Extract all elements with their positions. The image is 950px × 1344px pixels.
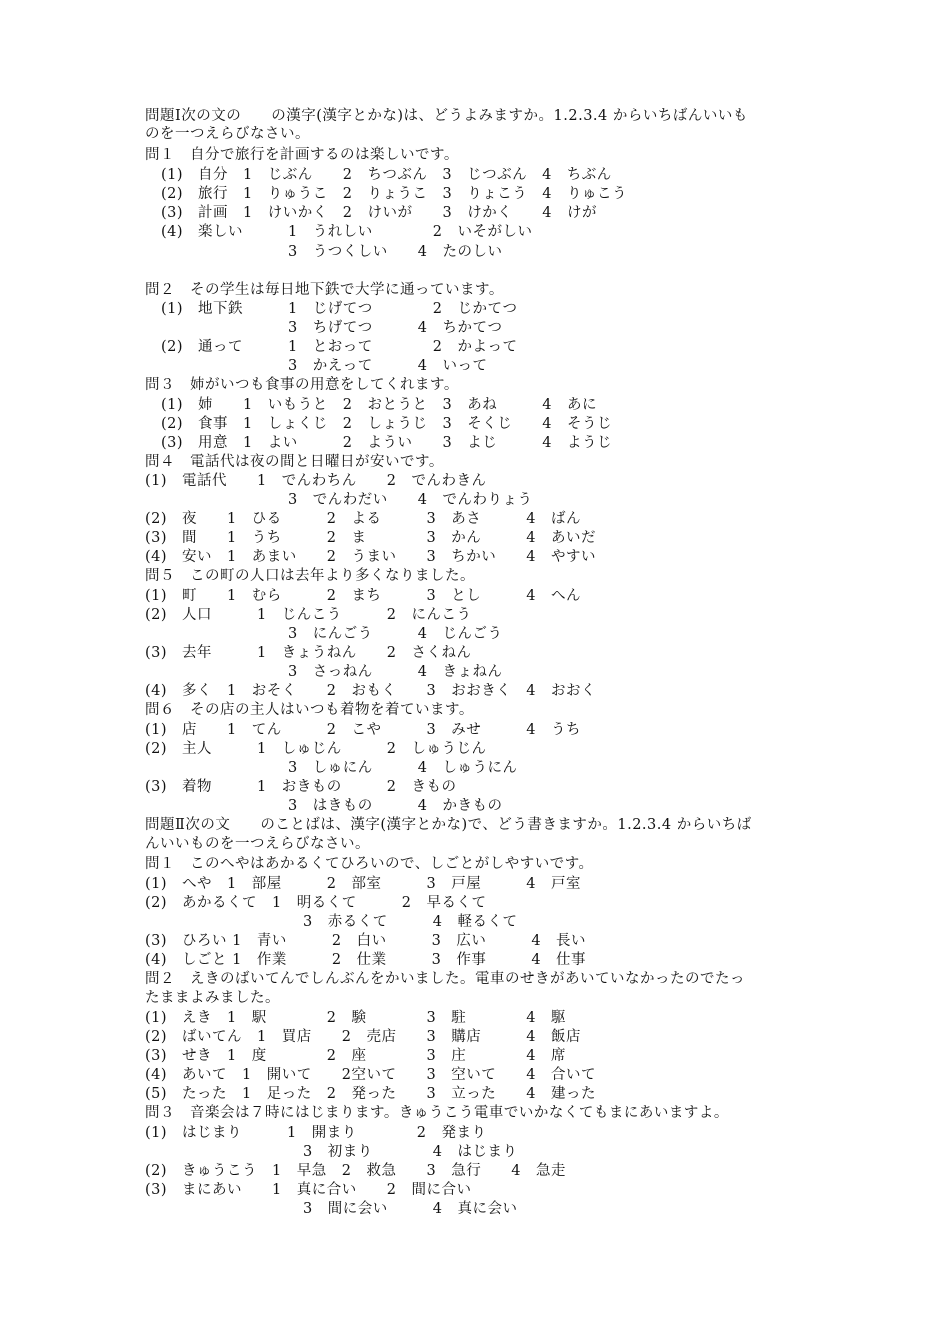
answer-options: (3) 間 1 うち 2 ま 3 かん 4 あいだ (145, 530, 596, 546)
section-instruction: 問題Ⅱ次の文 のことばは、漢字(漢字とかな)で、どう書きますか。1.2.3.4 からいちば (145, 817, 752, 833)
question-sentence: 問５ この町の人口は去年より多くなりました。 (145, 568, 475, 584)
answer-options: 3 はきもの 4 かきもの (288, 798, 503, 814)
answer-options: (4) 安い 1 あまい 2 うまい 3 ちかい 4 やすい (145, 549, 596, 565)
answer-options: (1) 店 1 てん 2 こや 3 みせ 4 うち (145, 722, 581, 738)
answer-options: (3) まにあい 1 真に合い 2 間に合い (145, 1182, 472, 1198)
section-instruction: 問題Ⅰ次の文の の漢字(漢字とかな)は、どうよみますか。1.2.3.4 からいちばんいいも (145, 108, 748, 124)
answer-options: 3 しゅにん 4 しゅうにん (288, 760, 518, 776)
question-sentence: 問１ 自分で旅行を計画するのは楽しいです。 (145, 147, 459, 163)
answer-options: 3 赤るくて 4 軽るくて (303, 914, 518, 930)
answer-options: 3 でんわだい 4 でんわりょう (288, 492, 533, 508)
answer-options: (2) ばいてん 1 買店 2 売店 3 購店 4 飯店 (145, 1029, 581, 1045)
question-sentence: 問６ その店の主人はいつも着物を着ています。 (145, 702, 474, 718)
answer-options: (1) へや 1 部屋 2 部室 3 戸屋 4 戸室 (145, 876, 581, 892)
question-sentence: 問１ このへやはあかるくてひろいので、しごとがしやすいです。 (145, 856, 594, 872)
answer-options: (3) ひろい 1 青い 2 白い 3 広い 4 長い (145, 933, 587, 949)
answer-options: (1) 地下鉄 1 じげてつ 2 じかてつ (161, 301, 518, 317)
answer-options: (3) 用意 1 よい 2 ようい 3 よじ 4 ようじ (161, 435, 612, 451)
question-sentence: 問４ 電話代は夜の間と日曜日が安いです。 (145, 454, 444, 470)
answer-options: (2) 食事 1 しょくじ 2 しょうじ 3 そくじ 4 そうじ (161, 416, 612, 432)
question-sentence: たままよみました。 (145, 990, 280, 1006)
answer-options: (1) 電話代 1 でんわちん 2 でんわきん (145, 473, 487, 489)
question-sentence: 問２ えきのばいてんでしんぶんをかいました。電車のせきがあいていなかったのでたっ (145, 971, 745, 987)
answer-options: (4) しごと 1 作業 2 仕業 3 作事 4 仕事 (145, 952, 587, 968)
question-sentence: 問３ 姉がいつも食事の用意をしてくれます。 (145, 377, 459, 393)
answer-options: 3 ちげてつ 4 ちかてつ (288, 320, 503, 336)
answer-options: (2) あかるくて 1 明るくて 2 早るくて (145, 895, 487, 911)
answer-options: (1) はじまり 1 開まり 2 発まり (145, 1125, 487, 1141)
answer-options: (4) 多く 1 おそく 2 おもく 3 おおきく 4 おおく (145, 683, 596, 699)
answer-options: (3) 着物 1 おきもの 2 きもの (145, 779, 457, 795)
answer-options: (4) あいて 1 開いて 2空いて 3 空いて 4 合いて (145, 1067, 596, 1083)
answer-options: (2) きゅうこう 1 早急 2 救急 3 急行 4 急走 (145, 1163, 566, 1179)
section-instruction: のを一つえらびなさい。 (145, 126, 310, 142)
answer-options: (2) 夜 1 ひる 2 よる 3 あさ 4 ばん (145, 511, 581, 527)
answer-options: (3) 去年 1 きょうねん 2 さくねん (145, 645, 472, 661)
answer-options: 3 初まり 4 はじまり (303, 1144, 518, 1160)
answer-options: (2) 通って 1 とおって 2 かよって (161, 339, 518, 355)
answer-options: 3 間に会い 4 真に会い (303, 1201, 518, 1217)
answer-options: 3 うつくしい 4 たのしい (288, 244, 503, 260)
answer-options: (1) えき 1 駅 2 験 3 駐 4 駆 (145, 1010, 566, 1026)
answer-options: (1) 自分 1 じぶん 2 ちつぶん 3 じつぶん 4 ちぶん (161, 167, 612, 183)
answer-options: (2) 主人 1 しゅじん 2 しゅうじん (145, 741, 487, 757)
answer-options: (2) 人口 1 じんこう 2 にんこう (145, 607, 472, 623)
answer-options: (1) 町 1 むら 2 まち 3 とし 4 へん (145, 588, 581, 604)
answer-options: (3) 計画 1 けいかく 2 けいが 3 けかく 4 けが (161, 205, 597, 221)
question-sentence: 問３ 音楽会は７時にはじまります。きゅうこう電車でいかなくてもまにあいますよ。 (145, 1105, 729, 1121)
answer-options: 3 さっねん 4 きょねん (288, 664, 503, 680)
answer-options: 3 にんごう 4 じんごう (288, 626, 503, 642)
answer-options: 3 かえって 4 いって (288, 358, 488, 374)
answer-options: (3) せき 1 度 2 座 3 庄 4 席 (145, 1048, 566, 1064)
answer-options: (5) たった 1 足った 2 発った 3 立った 4 建った (145, 1086, 596, 1102)
answer-options: (1) 姉 1 いもうと 2 おとうと 3 あね 4 あに (161, 397, 597, 413)
answer-options: (4) 楽しい 1 うれしい 2 いそがしい (161, 224, 533, 240)
question-sentence: 問２ その学生は毎日地下鉄で大学に通っています。 (145, 282, 504, 298)
section-instruction: んいいものを一つえらびなさい。 (145, 836, 370, 852)
answer-options: (2) 旅行 1 りゅうこ 2 りょうこ 3 りょこう 4 りゅこう (161, 186, 627, 202)
